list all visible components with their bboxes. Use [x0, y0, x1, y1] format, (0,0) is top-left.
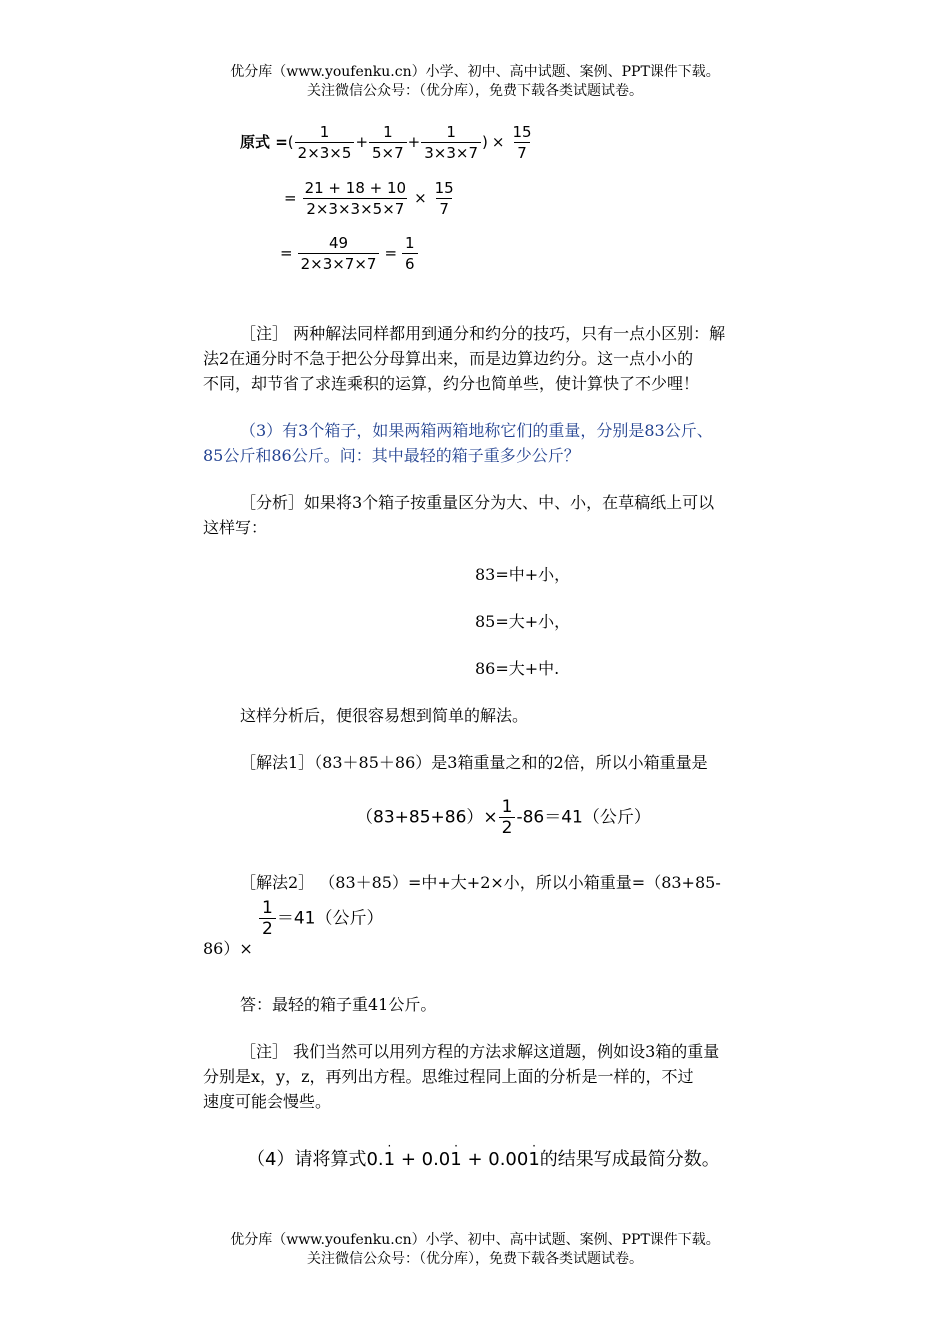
formula-right: -86＝41（公斤）: [516, 807, 651, 828]
question3-line1: （3）有3个箱子，如果两箱两箱地称它们的重量，分别是83公斤、: [240, 421, 713, 440]
numerator: 1: [319, 123, 330, 141]
numerator: 15: [434, 179, 454, 197]
digit: 1: [528, 1149, 540, 1170]
numerator: 1: [446, 123, 456, 141]
digit: 1: [383, 1149, 396, 1170]
repeat-dot: ·: [387, 1139, 392, 1153]
term-digits: 0.00: [488, 1149, 529, 1170]
repeating-digit: [450, 1139, 462, 1170]
equation-3: 86=大+中.: [475, 659, 560, 678]
numerator: 1: [501, 797, 513, 817]
term: [366, 1139, 396, 1170]
denominator: 7: [514, 142, 530, 163]
times-sign: ×: [491, 133, 505, 151]
math-line-2: [284, 178, 458, 219]
plus-sign: +: [395, 1149, 422, 1170]
note1-line1: ［注］ 两种解法同样都用到通分和约分的技巧，只有一点小区别：解: [240, 324, 726, 343]
fraction: [259, 898, 276, 939]
math-lead: 原式 =: [240, 133, 288, 151]
note2-line2: 分别是x，y，z，再列出方程。思维过程同上面的分析是一样的，不过: [203, 1067, 694, 1086]
term-digits: 0.0: [421, 1149, 451, 1170]
equals-sign: =: [284, 189, 297, 207]
after-analysis-text: 这样分析后，便很容易想到简单的解法。: [240, 706, 529, 725]
fraction: [421, 122, 481, 163]
note2-line1: ［注］ 我们当然可以用列方程的方法求解这道题，例如设3箱的重量: [240, 1042, 720, 1061]
math-line-1: [240, 122, 536, 163]
close-paren: ): [482, 133, 488, 151]
question3-line2: 85公斤和86公斤。问：其中最轻的箱子重多少公斤？: [203, 446, 580, 465]
note2-line3: 速度可能会慢些。: [203, 1092, 332, 1111]
open-paren: (: [287, 133, 294, 151]
fraction: [302, 178, 409, 219]
denominator: 2×3×7×7: [298, 253, 380, 274]
math-line-3: [280, 233, 419, 274]
repeat-dot: ·: [532, 1139, 536, 1153]
method2-tail: 86）×: [203, 939, 253, 958]
repeat-dot: ·: [454, 1139, 458, 1153]
fraction: [369, 122, 407, 163]
fraction: [499, 797, 516, 838]
note1-line2: 法2在通分时不急于把公分母算出来，而是边算边约分。这一点小小的: [203, 349, 694, 368]
numerator: 21 + 18 + 10: [304, 179, 407, 197]
digit: 1: [450, 1149, 462, 1170]
denominator: 2: [259, 918, 276, 939]
term: [488, 1139, 540, 1170]
numerator: 49: [328, 234, 349, 252]
formula-result: ＝41（公斤）: [276, 908, 384, 929]
fraction: [509, 122, 534, 163]
fraction: [295, 122, 355, 163]
denominator: 2×3×3×5×7: [303, 198, 407, 219]
page-header-line1: 优分库（www.youfenku.cn）小学、初中、高中试题、案例、PPT课件下载。: [230, 64, 720, 80]
plus-sign: +: [407, 133, 421, 151]
page-footer-line2: 关注微信公众号：（优分库），免费下载各类试题试卷。: [307, 1251, 643, 1267]
note1-line3: 不同，却节省了求连乘积的运算，约分也简单些，使计算快了不少哩！: [203, 374, 700, 393]
math-block-original: [240, 122, 660, 287]
numerator: 1: [262, 898, 273, 918]
numerator: 1: [405, 234, 415, 252]
method2-formula: [258, 898, 383, 939]
method2-text: ［解法2］ （83＋85）=中+大+2×小，所以小箱重量=（83+85-: [240, 873, 721, 892]
method1-formula: [356, 797, 651, 838]
analysis-line1: ［分析］如果将3个箱子按重量区分为大、中、小，在草稿纸上可以: [240, 493, 715, 512]
page-header-line2: 关注微信公众号：（优分库），免费下载各类试题试卷。: [307, 83, 643, 99]
equation-1: 83=中+小，: [475, 565, 571, 584]
numerator: 15: [512, 123, 532, 141]
times-sign: ×: [414, 189, 427, 207]
term-digits: 0.: [366, 1149, 384, 1170]
plus-sign: +: [355, 133, 369, 151]
plus-sign: +: [461, 1149, 489, 1170]
equals-sign: =: [280, 244, 293, 262]
numerator: 1: [383, 123, 393, 141]
equals-sign: =: [384, 244, 398, 262]
repeating-digit: [528, 1139, 540, 1170]
denominator: 7: [436, 198, 452, 219]
denominator: 3×3×7: [421, 142, 481, 163]
question4: [247, 1139, 720, 1171]
repeating-digit: [383, 1139, 396, 1170]
page-footer-line1: 优分库（www.youfenku.cn）小学、初中、高中试题、案例、PPT课件下载。: [230, 1232, 720, 1248]
denominator: 2×3×5: [295, 142, 355, 163]
answer-text: 答：最轻的箱子重41公斤。: [240, 995, 437, 1014]
fraction: [432, 178, 457, 219]
question4-prefix: （4）请将算式: [247, 1149, 367, 1170]
denominator: 6: [402, 253, 418, 274]
formula-left: （83+85+86）×: [356, 807, 498, 828]
question4-suffix: 的结果写成最简分数。: [539, 1149, 720, 1170]
term: [421, 1139, 462, 1170]
denominator: 5×7: [369, 142, 407, 163]
denominator: 2: [499, 817, 516, 838]
fraction: [298, 233, 380, 274]
equation-2: 85=大+小，: [475, 612, 571, 631]
fraction: [402, 233, 418, 274]
method1-text: ［解法1］（83＋85＋86）是3箱重量之和的2倍，所以小箱重量是: [240, 753, 708, 772]
analysis-line2: 这样写：: [203, 518, 268, 537]
